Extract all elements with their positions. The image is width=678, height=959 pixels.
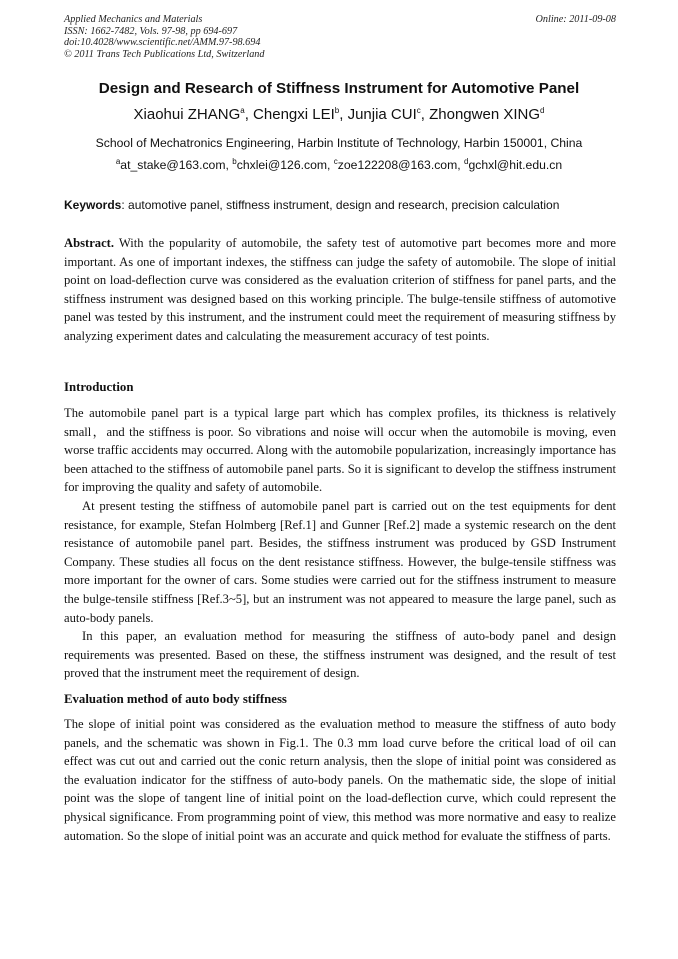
copyright-line: © 2011 Trans Tech Publications Ltd, Switzerland [64,48,265,60]
issn-line: ISSN: 1662-7482, Vols. 97-98, pp 694-697 [64,25,238,37]
email-mark: c [333,156,338,166]
author-name: Chengxi LEI [253,106,335,123]
paper-title: Design and Research of Stiffness Instrument for Automotive Panel [98,80,580,97]
email-link[interactable]: chxlei@126.com [236,158,328,172]
paragraph: The automobile panel part is a typical large part which has complex profiles, its thickness is relatively small，and the stiffness is poor. So vibrations and noise will occur when the automobile is moving, even worse traffic accidents may occurred. Along with the automobile popularization, increasingly importance has been attached to the stiffness of automobile panel parts. So it is significant to develop the stiffness instrument for improving the quality and safety of automobile. [64,406,616,495]
author-mark: b [334,106,340,115]
affiliation: School of Mechatronics Engineering, Harbin Institute of Technology, Harbin 150001, China [95,136,583,150]
author-name: Zhongwen XING [429,106,540,123]
introduction-heading: Introduction [64,380,134,394]
email-link[interactable]: at_stake@163.com [120,158,226,172]
evaluation-heading: Evaluation method of auto body stiffness [64,692,287,706]
abstract-section [64,234,616,346]
doi-line: doi:10.4028/www.scientific.net/AMM.97-98.694 [64,37,261,49]
paragraph: At present testing the stiffness of automobile panel part is carried out on the test equipments for dent resistance, for example, Stefan Holmberg [Ref.1] and Gunner [Ref.2] made a systemic research on the dent resistance of automobile panel part. Besides, the stiffness instrument was produced by GSD Instrument Company. These studies all focus on the dent resistance stiffness. However, the bulge-tensile stiffness was more important for the owner of cars. Some studies were carried out for the stiffness instrument to measure the bulge-tensile stiffness [Ref.3~5], but an instrument was not appeared to measure the large panel, such as auto-body panels. [64,498,616,625]
abstract-label: Abstract. [64,236,115,250]
author-mark: a [240,106,245,115]
email-link[interactable]: zoe122208@163.com [337,158,458,172]
keywords-text: : automotive panel, stiffness instrument, design and research, precision calculation [121,198,560,212]
journal-name: Applied Mechanics and Materials [64,14,203,25]
online-date: Online: 2011-09-08 [535,14,616,25]
paragraph: In this paper, an evaluation method for measuring the stiffness of auto-body panel and design requirements was presented. Based on these, the stiffness instrument was designed, and the result of test proved that the instrument meet the requirement of design. [64,629,616,681]
email-mark: a [115,156,121,166]
journal-header [64,14,616,60]
keywords-line [64,198,616,212]
author-name: Junjia CUI [347,106,417,123]
email-mark: d [464,156,469,166]
author-list: Xiaohui ZHANG$^a$, Chengxi LEI$^b$, Junjia CUI$^c$, Zhongwen XING$^d$ [133,106,545,123]
email-link[interactable]: gchxl@hit.edu.cn [468,158,563,172]
author-name: Xiaohui ZHANG [133,106,241,123]
author-mark: d [540,106,545,115]
email-list: $^a$at_stake@163.com, $^b$chxlei@126.com, $^c$zoe122208@163.com, $^d$gchxl@hit.edu.cn [115,156,563,172]
author-mark: c [416,106,421,115]
paragraph: The slope of initial point was considered as the evaluation method to measure the stiffness of auto body panels, and the schematic was shown in Fig.1. The 0.3 mm load curve before the critical load of oil can effect was cut out and carried out the conic return analysis, then the slope of initial point was considered as the evaluation indicator for the stiffness of auto-body panels. On the mathematic side, the slope of initial point was the slope of tangent line of initial point on the load-deflection curve, which could represent the physical significance. From programming point of view, this method was more normative and easy to realize automation. So the slope of initial point was an accurate and quick method for evaluate the stiffness of parts. [64,717,616,843]
abstract-text: With the popularity of automobile, the safety test of automotive part becomes more and more important. As one of important indexes, the stiffness can judge the safety of automobile. The slope of initial point on load-deflection curve was considered as the evaluation criterion of stiffness for panel parts, and the stiffness instrument was designed based on this working principle. The bulge-tensile stiffness of automotive panel was tested by this instrument, and the instrument could meet the requirement of measuring stiffness by analyzing experiment dates and calculating the measurement accuracy of test points. [64,236,617,343]
email-mark: b [232,156,237,166]
keywords-label: Keywords [64,198,122,212]
evaluation-section [64,715,616,845]
introduction-section [64,404,616,683]
